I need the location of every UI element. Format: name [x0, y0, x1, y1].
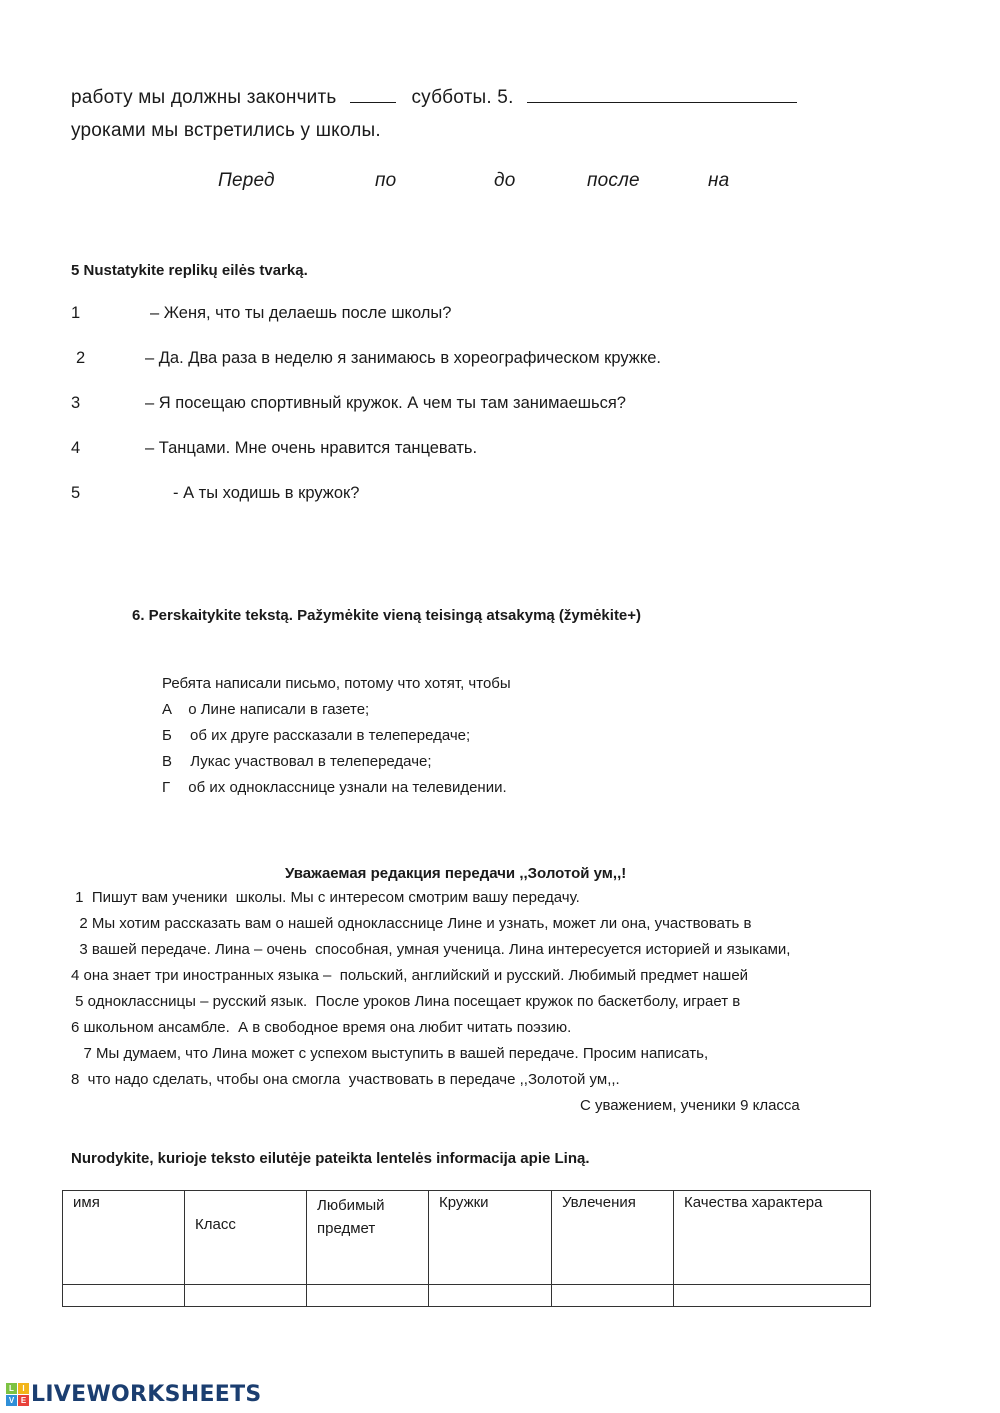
- fill-in-line-2: уроками мы встретились у школы.: [71, 120, 381, 141]
- answer-cell-hobbies[interactable]: [552, 1285, 674, 1307]
- logo-tile: L: [6, 1383, 17, 1394]
- letter-line: 7 Мы думаем, что Лина может с успехом выступить в вашей передаче. Просим написать,: [71, 1045, 709, 1062]
- letter-line: 4 она знает три иностранных языка – польский, английский и русский. Любимый предмет нашей: [71, 967, 749, 984]
- option-letter: Б: [162, 727, 172, 744]
- letter-line: 3 вашей передаче. Лина – очень способная, умная ученица. Лина интересуется историей и языками,: [71, 941, 791, 958]
- fill-in-text-b: субботы. 5.: [411, 87, 514, 108]
- header-class: Класс: [185, 1191, 307, 1285]
- option-letter: Г: [162, 779, 171, 796]
- dialogue-number[interactable]: 5: [71, 484, 81, 502]
- answer-option-v[interactable]: [162, 753, 432, 770]
- dialogue-line: – Женя, что ты делаешь после школы?: [150, 304, 452, 322]
- letter-line: 8 что надо сделать, чтобы она смогла участвовать в передаче ,,Золотой ум,,.: [71, 1071, 620, 1088]
- fill-in-line-1: [71, 86, 797, 109]
- letter-line: 2 Мы хотим рассказать вам о нашей однокласснице Лине и узнать, может ли она, участвовать в: [71, 915, 752, 932]
- letter-line: 1 Пишут вам ученики школы. Мы с интересом смотрим вашу передачу.: [71, 889, 580, 906]
- answer-cell-character-traits[interactable]: [674, 1285, 871, 1307]
- option-text: об их друге рассказали в телепередаче;: [190, 727, 471, 744]
- option-text: об их однокласснице узнали на телевидении.: [188, 779, 507, 796]
- task6-question: Ребята написали письмо, потому что хотят, чтобы: [162, 675, 511, 692]
- table-task-title: Nurodykite, kurioje teksto eilutėje pateikta lentelės informacija apie Liną.: [71, 1150, 590, 1167]
- option-text: Лукас участвовал в телепередаче;: [190, 753, 432, 770]
- letter-heading: Уважаемая редакция передачи ,,Золотой ум,,!: [285, 865, 627, 882]
- answer-option-a[interactable]: [162, 701, 369, 718]
- dialogue-number[interactable]: 2: [76, 349, 86, 367]
- logo-wordmark: LIVEWORKSHEETS: [31, 1382, 262, 1407]
- header-favorite-subject: Любимый предмет: [307, 1191, 429, 1285]
- task6-title: 6. Perskaitykite tekstą. Pažymėkite vieną teisingą atsakymą (žymėkite+): [132, 607, 642, 624]
- info-table: [62, 1190, 871, 1307]
- dialogue-number[interactable]: 4: [71, 439, 81, 457]
- table-header-row: [63, 1191, 871, 1285]
- answer-cell-favorite-subject[interactable]: [307, 1285, 429, 1307]
- dialogue-line: – Танцами. Мне очень нравится танцевать.: [145, 439, 478, 457]
- option-letter: В: [162, 753, 173, 770]
- word-bank-item: по: [375, 170, 397, 191]
- answer-cell-class[interactable]: [185, 1285, 307, 1307]
- answer-option-g[interactable]: [162, 779, 507, 796]
- logo-tile: V: [6, 1395, 17, 1406]
- option-text: о Лине написали в газете;: [188, 701, 370, 718]
- answer-option-b[interactable]: [162, 727, 470, 744]
- letter-line: 6 школьном ансамбле. А в свободное время она любит читать поэзию.: [71, 1019, 572, 1036]
- word-bank-item: на: [708, 170, 730, 191]
- header-hobbies: Увлечения: [552, 1191, 674, 1285]
- header-clubs: Кружки: [429, 1191, 552, 1285]
- word-bank-item: после: [587, 170, 640, 191]
- table-answer-row: [63, 1285, 871, 1307]
- logo-tile: I: [18, 1383, 29, 1394]
- word-bank-item: Перед: [218, 170, 275, 191]
- logo-tile: E: [18, 1395, 29, 1406]
- letter-line: 5 одноклассницы – русский язык. После уроков Лина посещает кружок по баскетболу, играет в: [71, 993, 741, 1010]
- answer-blank-5[interactable]: [527, 86, 797, 103]
- answer-blank-4[interactable]: [350, 86, 396, 103]
- dialogue-number[interactable]: 3: [71, 394, 81, 412]
- answer-cell-name[interactable]: [63, 1285, 185, 1307]
- dialogue-line: - А ты ходишь в кружок?: [173, 484, 360, 502]
- answer-cell-clubs[interactable]: [429, 1285, 552, 1307]
- logo-tiles-icon: [6, 1383, 29, 1406]
- letter-signature: С уважением, ученики 9 класса: [580, 1097, 800, 1114]
- dialogue-number[interactable]: 1: [71, 304, 81, 322]
- header-name: имя: [63, 1191, 185, 1285]
- dialogue-line: – Да. Два раза в неделю я занимаюсь в хореографическом кружке.: [145, 349, 661, 367]
- header-character-traits: Качества характера: [674, 1191, 871, 1285]
- option-letter: А: [162, 701, 173, 718]
- fill-in-text-a: работу мы должны закончить: [71, 87, 337, 108]
- liveworksheets-logo[interactable]: [6, 1382, 262, 1407]
- word-bank-item: до: [494, 170, 516, 191]
- dialogue-line: – Я посещаю спортивный кружок. А чем ты там занимаешься?: [145, 394, 626, 412]
- task5-title: 5 Nustatykite replikų eilės tvarką.: [71, 262, 308, 279]
